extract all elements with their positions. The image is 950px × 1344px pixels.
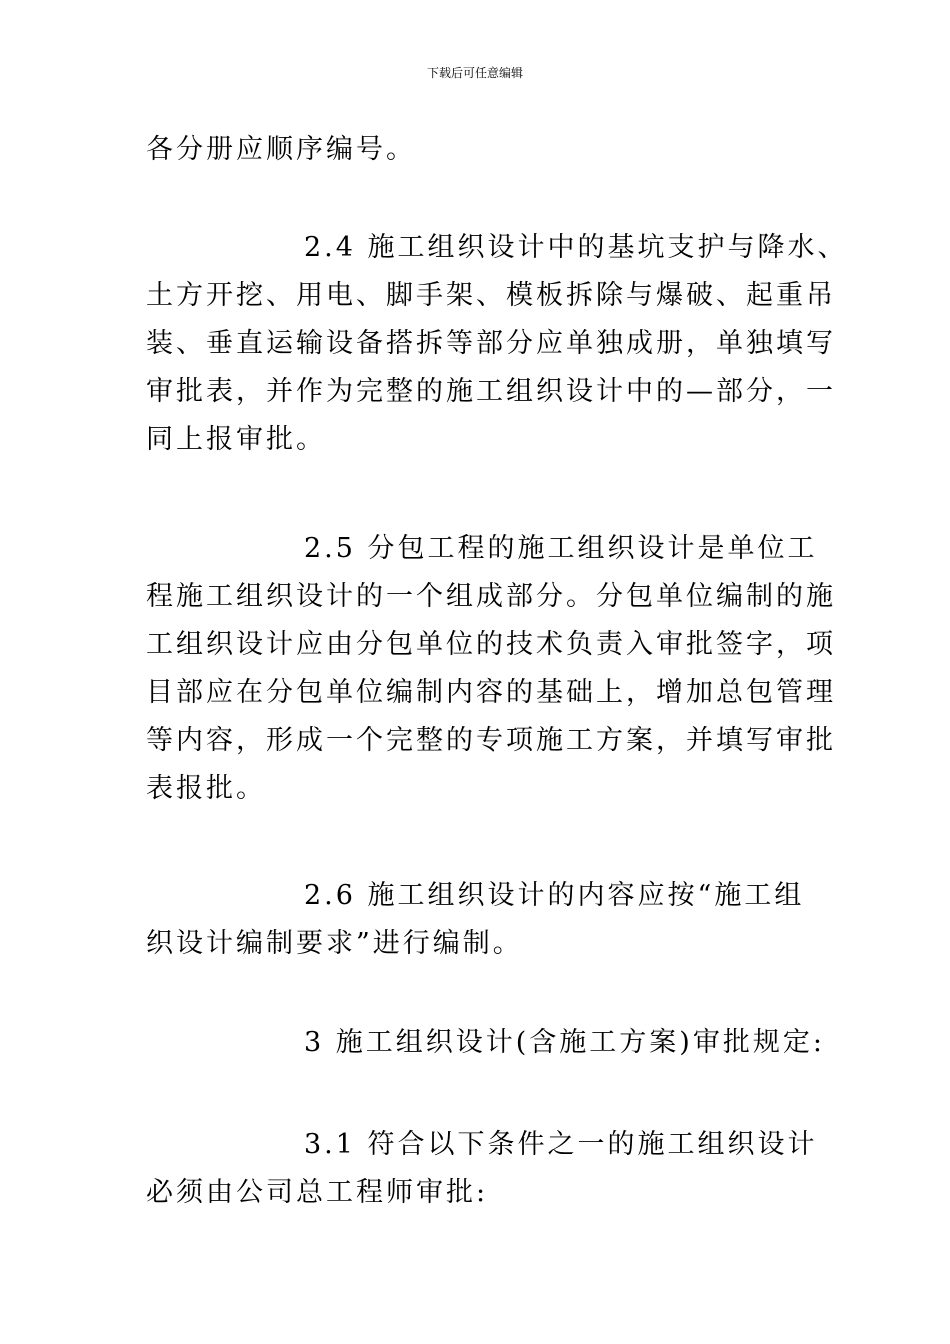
paragraph-2-6 xyxy=(146,872,814,968)
text-line: 3.1 符合以下条件之一的施工组织设计 xyxy=(304,1129,818,1160)
text-line: 装、垂直运输设备搭拆等部分应单独成册，单独填写 xyxy=(146,328,836,359)
text-line: 程施工组织设计的一个组成部分。分包单位编制的施 xyxy=(146,581,836,612)
text-line: 2.4 施工组织设计中的基坑支护与降水、 xyxy=(304,232,848,263)
text-line: 各分册应顺序编号。 xyxy=(146,134,416,165)
text-line: 等内容，形成一个完整的专项施工方案，并填写审批 xyxy=(146,725,836,756)
paragraph-2-4 xyxy=(146,224,848,464)
text-line: 2.6 施工组织设计的内容应按“施工组 xyxy=(304,880,805,911)
paragraph-2-5 xyxy=(146,525,836,813)
text-line: 织设计编制要求”进行编制。 xyxy=(146,928,523,959)
text-line: 目部应在分包单位编制内容的基础上，增加总包管理 xyxy=(146,677,836,708)
text-line: 工组织设计应由分包单位的技术负责入审批签字，项 xyxy=(146,629,836,660)
text-line: 审批表，并作为完整的施工组织设计中的—部分，一 xyxy=(146,376,836,407)
text-line: 2.5 分包工程的施工组织设计是单位工 xyxy=(304,533,818,564)
paragraph-continuation xyxy=(146,126,814,174)
text-line: 必须由公司总工程师审批: xyxy=(146,1177,489,1208)
header-note: 下载后可任意编辑 xyxy=(426,66,523,80)
text-line: 表报批。 xyxy=(146,773,266,804)
paragraph-3-1 xyxy=(146,1121,818,1217)
text-line: 土方开挖、用电、脚手架、模板拆除与爆破、起重吊 xyxy=(146,280,836,311)
text-line: 同上报审批。 xyxy=(146,424,326,455)
text-line: 3 施工组织设计(含施工方案)审批规定: xyxy=(304,1027,825,1058)
section-3-heading xyxy=(146,1019,825,1067)
